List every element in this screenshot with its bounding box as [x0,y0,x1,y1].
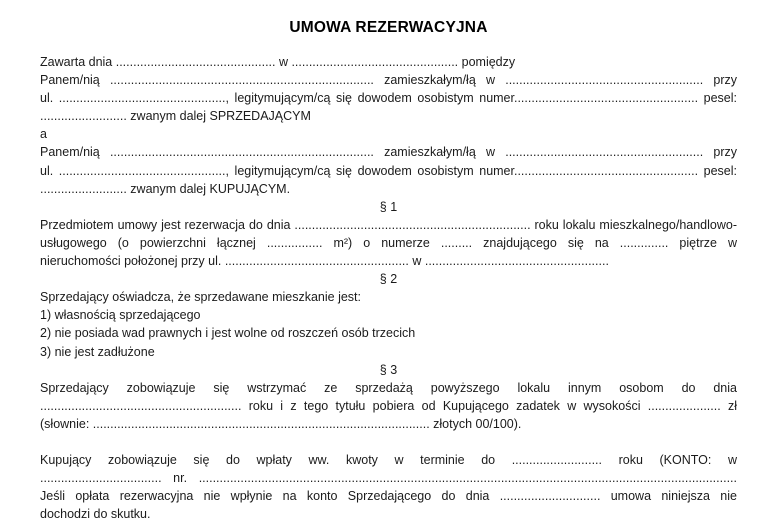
doc-line-and: a [40,127,47,142]
doc-line-amount-words: (słownie: ................................................................................................. złotych 00/100). [40,416,522,431]
doc-line-declaration-item-1: 1) własnością sprzedającego [40,308,201,323]
doc-line-forfeit-2: dochodzi do skutku. [40,507,151,522]
doc-line-date-place: Zawarta dnia .............................................. w ................................................ pomiędzy [40,55,516,69]
doc-line-seller-id: ul. ................................................, legitymującym/cą się dowodem osobistym numer..................................................... pesel: [40,91,737,106]
doc-line-subject-1: Przedmiotem umowy jest rezerwacja do dnia .................................................................... roku lokalu mieszkalnego/handlowo- [40,217,737,232]
doc-line-obligation-1: Sprzedający zobowiązuje się wstrzymać ze sprzedażą powyższego lokalu innym osobom do dnia [40,380,737,395]
doc-line-subject-2: usługowego (o powierzchni łącznej ................ m²) o numerze ......... znajdującego się na .............. piętrze w [40,235,737,250]
doc-line-declaration-item-3: 3) nie jest zadłużone [40,344,155,359]
section-heading-3: § 3 [379,362,398,377]
document-body [40,53,737,523]
doc-line-seller-name: Panem/nią ............................................................................ zamieszkałym/łą w ......................................................... przy [40,73,737,88]
doc-line-forfeit-1: Jeśli opłata rezerwacyjna nie wpłynie na konto Sprzedającego do dnia ............................. umowa niniejsza nie [40,489,737,504]
doc-line-buyer-name: Panem/nią ............................................................................ zamieszkałym/łą w ......................................................... przy [40,145,737,160]
doc-line-declaration-item-2: 2) nie posiada wad prawnych i jest wolne od roszczeń osób trzecich [40,326,416,341]
doc-line-buyer-alias: ......................... zwanym dalej KUPUJĄCYM. [40,181,291,196]
doc-line-declaration: Sprzedający oświadcza, że sprzedawane mieszkanie jest: [40,290,361,305]
doc-line-obligation-2: .......................................................... roku i z tego tytułu pobiera od Kupującego zadatek w wysokości ..................... zł [40,398,737,413]
doc-line-seller-alias: ......................... zwanym dalej SPRZEDAJĄCYM [40,109,311,124]
document-title: UMOWA REZERWACYJNA [289,19,488,36]
doc-line-payment-account: ................................... nr. ........................................................................................................................................................... [40,471,737,486]
doc-line-subject-3: nieruchomości położonej przy ul. ..................................................... w ..................................................... [40,254,609,269]
doc-line-payment-1: Kupujący zobowiązuje się do wpłaty ww. kwoty w terminie do .......................... roku (KONTO: w [40,453,737,468]
section-heading-1: § 1 [379,199,398,214]
doc-line-blank [40,433,737,451]
section-heading-2: § 2 [379,272,398,287]
doc-line-buyer-id: ul. ................................................, legitymującym/cą się dowodem osobistym numer..................................................... pesel: [40,163,737,178]
